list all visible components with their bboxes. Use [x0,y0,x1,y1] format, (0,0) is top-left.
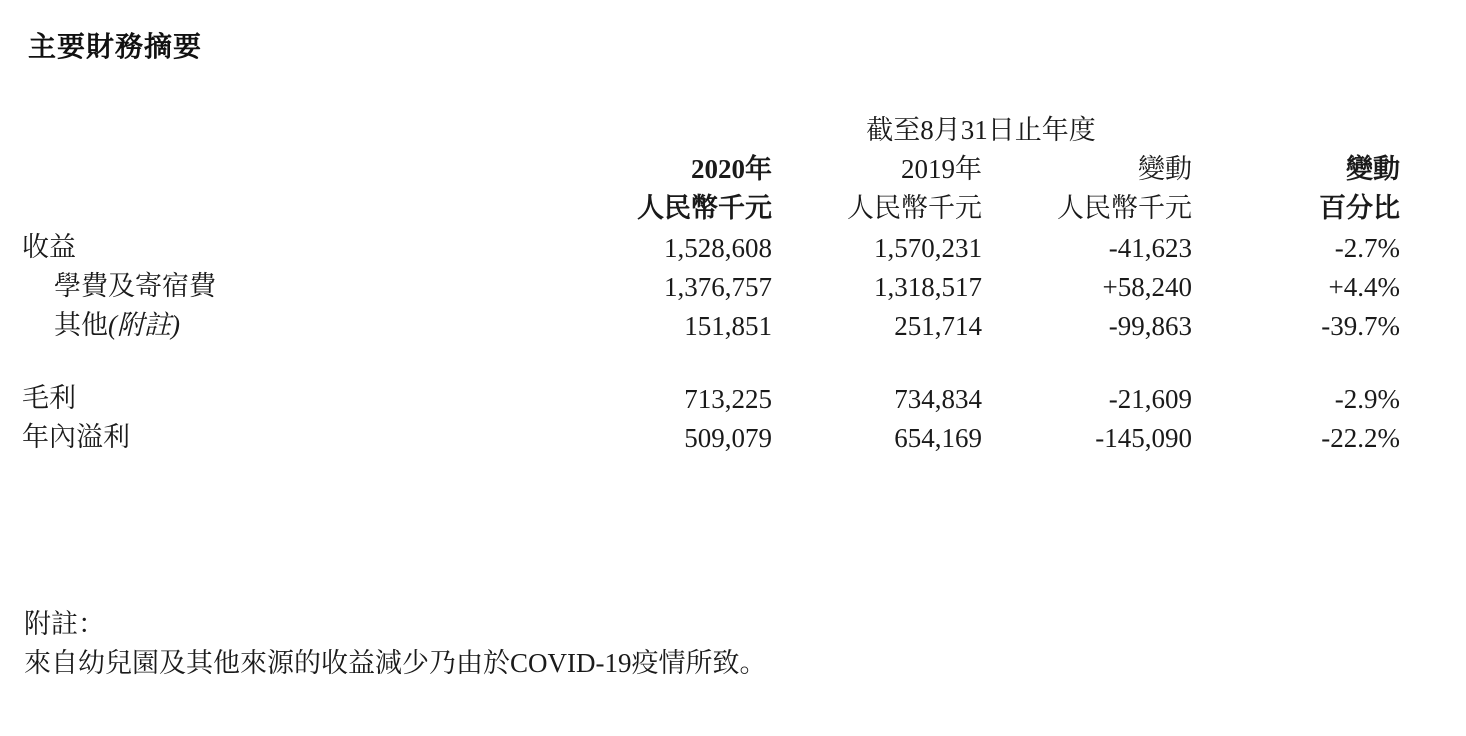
row-label-revenue: 收益 [22,232,76,262]
column-unit-change-amount: 人民幣千元 [1057,193,1192,223]
row-tuition-change-pct: +4.4% [1328,272,1400,302]
table-row [22,376,1400,415]
column-header-year-2019: 2019年 [901,154,982,184]
row-label-others-note-ref: (附註) [108,310,180,340]
row-tuition-change: +58,240 [1102,272,1192,302]
row-revenue-change: -41,623 [1108,233,1192,263]
column-unit-2019: 人民幣千元 [847,193,982,223]
row-others-change: -99,863 [1108,311,1192,341]
row-gross-profit-change-pct: -2.9% [1334,384,1400,414]
table-row [22,225,1400,264]
header-unit-spacer [22,186,562,225]
table-row [22,303,1400,342]
column-header-year-2020: 2020年 [691,154,772,184]
row-others-2019: 251,714 [894,311,982,341]
row-revenue-2020: 1,528,608 [664,233,772,263]
financial-summary-table [22,108,1400,454]
header-year-spacer [22,147,562,186]
page-title: 主要財務摘要 [28,31,203,62]
row-label-others: 其他(附註) [54,310,180,340]
row-tuition-2020: 1,376,757 [664,272,772,302]
row-others-change-pct: -39.7% [1321,311,1400,341]
row-profit-2020: 509,079 [684,423,772,453]
row-label-gross-profit: 毛利 [22,383,76,413]
row-revenue-change-pct: -2.7% [1334,233,1400,263]
table-header-row-unit [22,186,1400,225]
column-header-change-amount: 變動 [1138,154,1192,184]
span-header-spacer [22,108,562,147]
row-profit-change: -145,090 [1095,423,1192,453]
row-tuition-2019: 1,318,517 [874,272,982,302]
table-row [22,415,1400,454]
footnote [24,605,767,683]
table-span-header-row [22,108,1400,147]
table-row-spacer [22,342,1400,376]
spacer-cell [22,342,1400,376]
span-header-period: 截至8月31日止年度 [866,115,1096,145]
row-profit-change-pct: -22.2% [1321,423,1400,453]
row-gross-profit-2019: 734,834 [894,384,982,414]
table-row [22,264,1400,303]
table-header-row-year [22,147,1400,186]
row-gross-profit-change: -21,609 [1108,384,1192,414]
row-label-profit-for-year: 年內溢利 [22,422,130,452]
row-label-tuition-boarding: 學費及寄宿費 [54,271,216,301]
column-unit-2020: 人民幣千元 [637,193,772,223]
column-header-change-percent: 變動 [1346,154,1400,184]
row-revenue-2019: 1,570,231 [874,233,982,263]
row-profit-2019: 654,169 [894,423,982,453]
footnote-text: 來自幼兒園及其他來源的收益減少乃由於COVID-19疫情所致。 [24,648,767,679]
row-gross-profit-2020: 713,225 [684,384,772,414]
row-others-2020: 151,851 [684,311,772,341]
footnote-label: 附註： [24,609,105,639]
column-unit-change-percent: 百分比 [1319,193,1400,223]
